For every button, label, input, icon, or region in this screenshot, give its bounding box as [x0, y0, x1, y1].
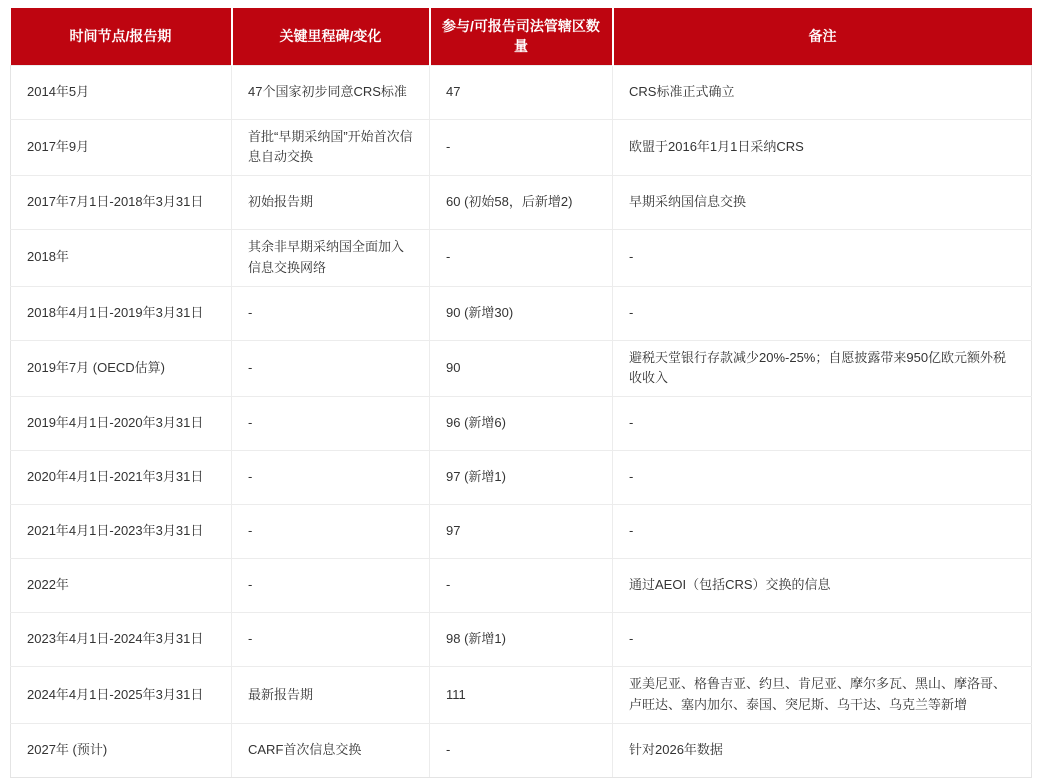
cell-milestone: CARF首次信息交换	[232, 723, 430, 777]
cell-jurisdiction-count: 97 (新增1)	[430, 451, 613, 505]
cell-jurisdiction-count: 96 (新增6)	[430, 397, 613, 451]
cell-jurisdiction-count: 90 (新增30)	[430, 286, 613, 340]
table-row	[11, 613, 1032, 667]
cell-milestone: 其余非早期采纳国全面加入信息交换网络	[232, 230, 430, 287]
cell-jurisdiction-count: 98 (新增1)	[430, 613, 613, 667]
cell-milestone: -	[232, 559, 430, 613]
table-row	[11, 119, 1032, 176]
cell-remarks: CRS标准正式确立	[613, 65, 1032, 119]
cell-jurisdiction-count: 97	[430, 505, 613, 559]
cell-milestone: 初始报告期	[232, 176, 430, 230]
cell-remarks: 早期采纳国信息交换	[613, 176, 1032, 230]
table-row	[11, 451, 1032, 505]
column-header-time-node: 时间节点/报告期	[11, 8, 232, 65]
cell-jurisdiction-count: 90	[430, 340, 613, 397]
cell-time-node: 2014年5月	[11, 65, 232, 119]
table-row	[11, 559, 1032, 613]
column-header-remarks: 备注	[613, 8, 1032, 65]
cell-jurisdiction-count: 111	[430, 667, 613, 724]
cell-time-node: 2019年4月1日-2020年3月31日	[11, 397, 232, 451]
crs-timeline-table-container	[10, 8, 1031, 778]
column-header-jurisdiction-count: 参与/可报告司法管辖区数量	[430, 8, 613, 65]
header-row	[11, 8, 1032, 65]
cell-jurisdiction-count: 60 (初始58，后新增2)	[430, 176, 613, 230]
table-row	[11, 340, 1032, 397]
cell-milestone: 47个国家初步同意CRS标准	[232, 65, 430, 119]
cell-jurisdiction-count: -	[430, 119, 613, 176]
cell-time-node: 2023年4月1日-2024年3月31日	[11, 613, 232, 667]
cell-time-node: 2021年4月1日-2023年3月31日	[11, 505, 232, 559]
cell-time-node: 2017年9月	[11, 119, 232, 176]
table-row	[11, 286, 1032, 340]
cell-milestone: 首批“早期采纳国”开始首次信息自动交换	[232, 119, 430, 176]
table-row	[11, 505, 1032, 559]
cell-time-node: 2022年	[11, 559, 232, 613]
table-row	[11, 667, 1032, 724]
cell-time-node: 2018年	[11, 230, 232, 287]
table-row	[11, 65, 1032, 119]
cell-remarks: -	[613, 613, 1032, 667]
cell-remarks: -	[613, 286, 1032, 340]
cell-remarks: 通过AEOI（包括CRS）交换的信息	[613, 559, 1032, 613]
cell-milestone: 最新报告期	[232, 667, 430, 724]
cell-milestone: -	[232, 505, 430, 559]
cell-jurisdiction-count: -	[430, 723, 613, 777]
cell-remarks: -	[613, 397, 1032, 451]
cell-time-node: 2019年7月 (OECD估算)	[11, 340, 232, 397]
cell-remarks: 亚美尼亚、格鲁吉亚、约旦、肯尼亚、摩尔多瓦、黑山、摩洛哥、卢旺达、塞内加尔、泰国、突尼斯、乌干达、乌克兰等新增	[613, 667, 1032, 724]
cell-time-node: 2018年4月1日-2019年3月31日	[11, 286, 232, 340]
cell-jurisdiction-count: 47	[430, 65, 613, 119]
cell-milestone: -	[232, 397, 430, 451]
cell-milestone: -	[232, 340, 430, 397]
table-row	[11, 230, 1032, 287]
cell-remarks: 针对2026年数据	[613, 723, 1032, 777]
cell-jurisdiction-count: -	[430, 559, 613, 613]
table-row	[11, 397, 1032, 451]
cell-time-node: 2027年 (预计)	[11, 723, 232, 777]
column-header-milestone: 关键里程碑/变化	[232, 8, 430, 65]
cell-milestone: -	[232, 286, 430, 340]
cell-time-node: 2017年7月1日-2018年3月31日	[11, 176, 232, 230]
cell-milestone: -	[232, 613, 430, 667]
cell-milestone: -	[232, 451, 430, 505]
cell-remarks: -	[613, 230, 1032, 287]
table-row	[11, 176, 1032, 230]
cell-remarks: 欧盟于2016年1月1日采纳CRS	[613, 119, 1032, 176]
crs-timeline-table	[10, 8, 1032, 778]
cell-time-node: 2024年4月1日-2025年3月31日	[11, 667, 232, 724]
cell-jurisdiction-count: -	[430, 230, 613, 287]
table-body	[11, 65, 1032, 777]
cell-remarks: -	[613, 505, 1032, 559]
cell-remarks: -	[613, 451, 1032, 505]
cell-time-node: 2020年4月1日-2021年3月31日	[11, 451, 232, 505]
table-row	[11, 723, 1032, 777]
cell-remarks: 避税天堂银行存款减少20%-25%；自愿披露带来950亿欧元额外税收收入	[613, 340, 1032, 397]
table-header	[11, 8, 1032, 65]
